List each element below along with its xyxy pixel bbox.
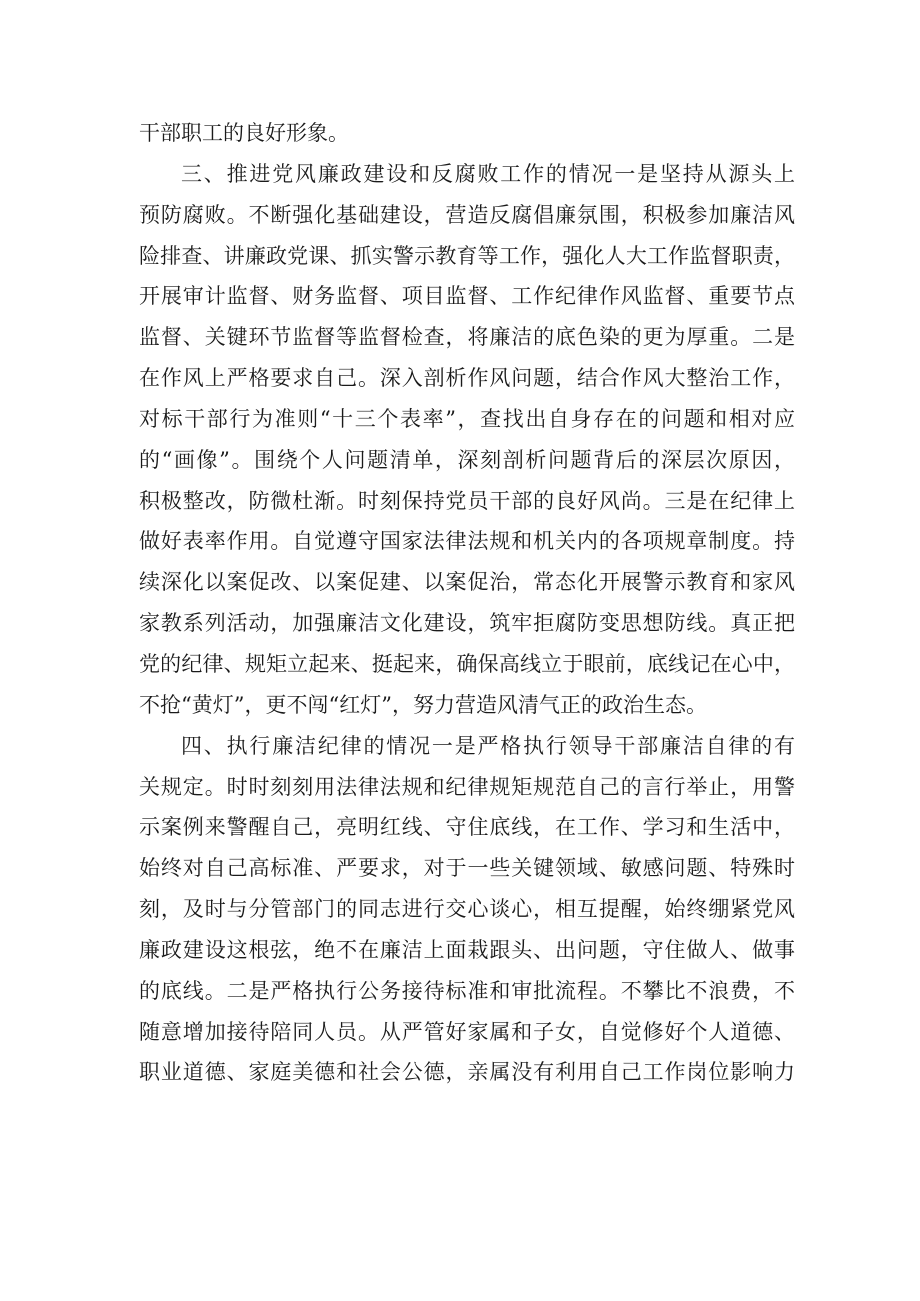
text-line: 预防腐败。不断强化基础建设，营造反腐倡廉氛围，积极参加廉洁风 xyxy=(139,202,795,227)
text-line: 廉政建设这根弦，绝不在廉洁上面栽跟头、出问题，守住做人、做事 xyxy=(139,937,795,962)
text-line: 关规定。时时刻刻用法律法规和纪律规矩规范自己的言行举止，用警 xyxy=(139,774,795,799)
text-line: 监督、关键环节监督等监督检查，将廉洁的底色染的更为厚重。二是 xyxy=(139,325,795,350)
text-line: 不抢“黄灯”，更不闯“红灯”，努力营造风清气正的政治生态。 xyxy=(139,692,707,717)
text-line: 的“画像”。围绕个人问题清单，深刻剖析问题背后的深层次原因， xyxy=(139,447,795,472)
document-body xyxy=(139,113,795,1093)
text-line: 积极整改，防微杜渐。时刻保持党员干部的良好风尚。三是在纪律上 xyxy=(139,488,795,513)
text-line: 随意增加接待陪同人员。从严管好家属和子女，自觉修好个人道德、 xyxy=(139,1019,795,1044)
text-line: 续深化以案促改、以案促建、以案促治，常态化开展警示教育和家风 xyxy=(139,570,795,595)
text-line: 家教系列活动，加强廉洁文化建设，筑牢拒腐防变思想防线。真正把 xyxy=(139,611,795,636)
text-line: 开展审计监督、财务监督、项目监督、工作纪律作风监督、重要节点 xyxy=(139,284,795,309)
paragraph-three xyxy=(139,154,795,726)
text-line: 对标干部行为准则“十三个表率”，查找出自身存在的问题和相对应 xyxy=(139,406,795,431)
text-line: 干部职工的良好形象。 xyxy=(139,121,349,145)
text-line: 在作风上严格要求自己。深入剖析作风问题，结合作风大整治工作， xyxy=(139,366,795,391)
paragraph-lead-tail xyxy=(139,113,795,154)
text-line: 的底线。二是严格执行公务接待标准和审批流程。不攀比不浪费，不 xyxy=(139,978,795,1003)
text-line: 示案例来警醒自己，亮明红线、守住底线，在工作、学习和生活中， xyxy=(139,815,795,840)
text-line: 刻，及时与分管部门的同志进行交心谈心，相互提醒，始终绷紧党风 xyxy=(139,897,795,922)
text-line: 党的纪律、规矩立起来、挺起来，确保高线立于眼前，底线记在心中， xyxy=(139,651,795,676)
text-line: 始终对自己高标准、严要求，对于一些关键领域、敏感问题、特殊时 xyxy=(139,856,795,881)
text-line: 做好表率作用。自觉遵守国家法律法规和机关内的各项规章制度。持 xyxy=(139,529,795,554)
text-line: 四、执行廉洁纪律的情况一是严格执行领导干部廉洁自律的有 xyxy=(181,733,795,758)
text-line: 三、推进党风廉政建设和反腐败工作的情况一是坚持从源头上 xyxy=(181,161,795,186)
text-line: 职业道德、家庭美德和社会公德，亲属没有利用自己工作岗位影响力 xyxy=(139,1060,795,1085)
paragraph-four xyxy=(139,726,795,1094)
text-line: 险排查、讲廉政党课、抓实警示教育等工作，强化人大工作监督职责， xyxy=(139,243,795,268)
